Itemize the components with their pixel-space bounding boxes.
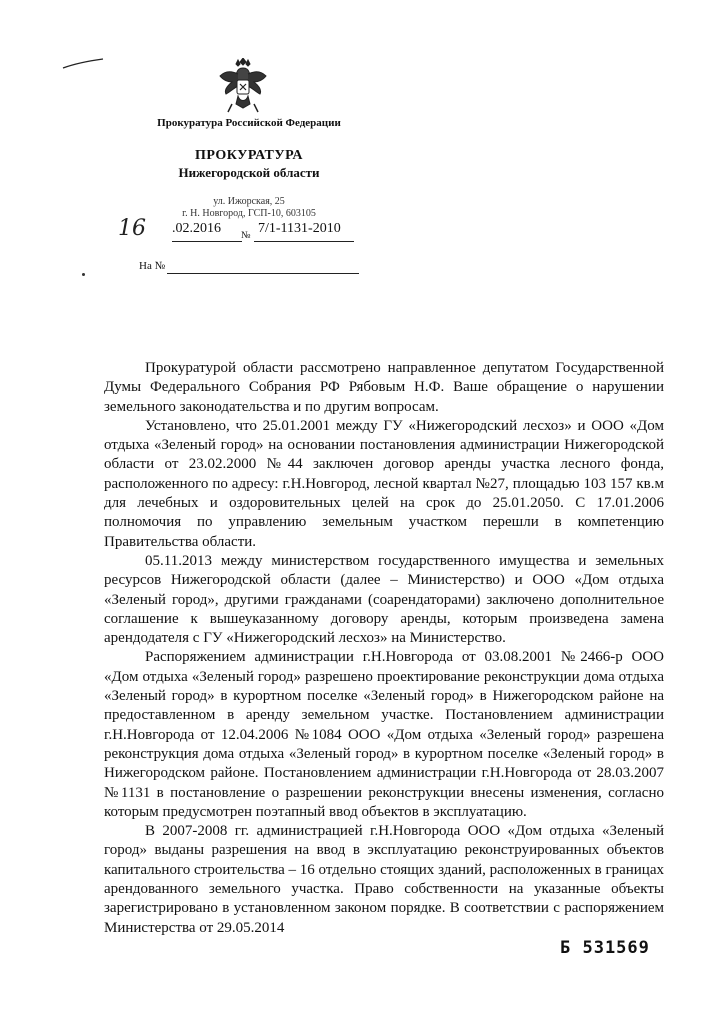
pen-stroke-mark	[62, 58, 104, 70]
paragraph: Распоряжением администрации г.Н.Новгорода от 03.08.2001 №2466-р ООО «Дом отдыха «Зеленый город» разрешено проектирование реконструкции дома отдыха «Зеленый город» в курортном поселке «Зеленый город» в Нижегородском районе на предоставленном в аренду земельном участке. Постановлением администрации г.Н.Новгорода от 12.04.2006 №1084 ООО «Дом отдыха «Зеленый город» разрешена реконструкция дома отдыха «Зеленый город» в курортном поселке «Зеленый город» в Нижегородском районе. Постановлением администрации г.Н.Новгорода от 28.03.2007 №1131 в постановление о разрешении реконструкции внесены изменения, согласно которым предусмотрен поэтапный ввод объектов в эксплуатацию.	[104, 649, 664, 820]
paragraph: В 2007-2008 гг. администрацией г.Н.Новгорода ООО «Дом отдыха «Зеленый город» выданы разрешения на ввод в эксплуатацию реконструированных объектов капитального строительства – 16 отдельно стоящих зданий, расположенных в границах арендованного земельного участка. Право собственности на указанные объекты зарегистрировано в установленном законом порядке. В соответствии с распоряжением Министерства от 29.05.2014	[104, 823, 664, 936]
reference-label: На №	[139, 260, 166, 272]
reference-underline	[167, 273, 359, 274]
registration-date-underline	[172, 241, 242, 242]
registration-date: .02.2016	[172, 221, 221, 236]
handwritten-day: 16	[118, 216, 146, 241]
paragraph: Установлено, что 25.01.2001 между ГУ «Нижегородский лесхоз» и ООО «Дом отдыха «Зеленый город» на основании постановления администрации Нижегородской области от 23.02.2000 №44 заключен договор аренды участка лесного фонда, расположенного по адресу: г.Н.Новгород, лесной квартал №27, площадью 103 157 кв.м для лечебных и оздоровительных целей на срок до 25.01.2050. С 17.01.2006 полномочия по управлению земельным участком перешли в компетенцию Правительства области.	[104, 417, 664, 550]
scan-speck	[82, 273, 85, 276]
paragraph: 05.11.2013 между министерством государственного имущества и земельных ресурсов Нижегородской области (далее – Министерство) и ООО «Дом отдыха «Зеленый город», другими гражданами (соарендаторами) заключено дополнительное соглашение к вышеуказанному договору аренды, которым произведена замена арендодателя с ГУ «Нижегородский лесхоз» на Министерство.	[104, 552, 664, 647]
address-street: ул. Ижорская, 25	[213, 196, 285, 207]
address-city: г. Н. Новгород, ГСП-10, 603105	[182, 208, 316, 219]
registration-number-label: №	[241, 230, 251, 241]
agency-subtitle: Нижегородской области	[178, 165, 320, 180]
organization-name: Прокуратура Российской Федерации	[157, 117, 341, 129]
coat-of-arms-emblem	[218, 58, 268, 114]
agency-title: ПРОКУРАТУРА	[194, 148, 304, 163]
letter-body	[104, 359, 664, 938]
reference-line	[139, 260, 369, 276]
paragraph: Прокуратурой области рассмотрено направленное депутатом Государственной Думы Федерального Собрания РФ Рябовым Н.Ф. Ваше обращение о нарушении земельного законодательства и по другим вопросам.	[104, 360, 664, 415]
form-serial-number: Б 531569	[560, 938, 650, 958]
registration-line	[172, 221, 362, 245]
registration-number: 7/1-1131-2010	[258, 221, 341, 236]
registration-number-underline	[254, 241, 354, 242]
